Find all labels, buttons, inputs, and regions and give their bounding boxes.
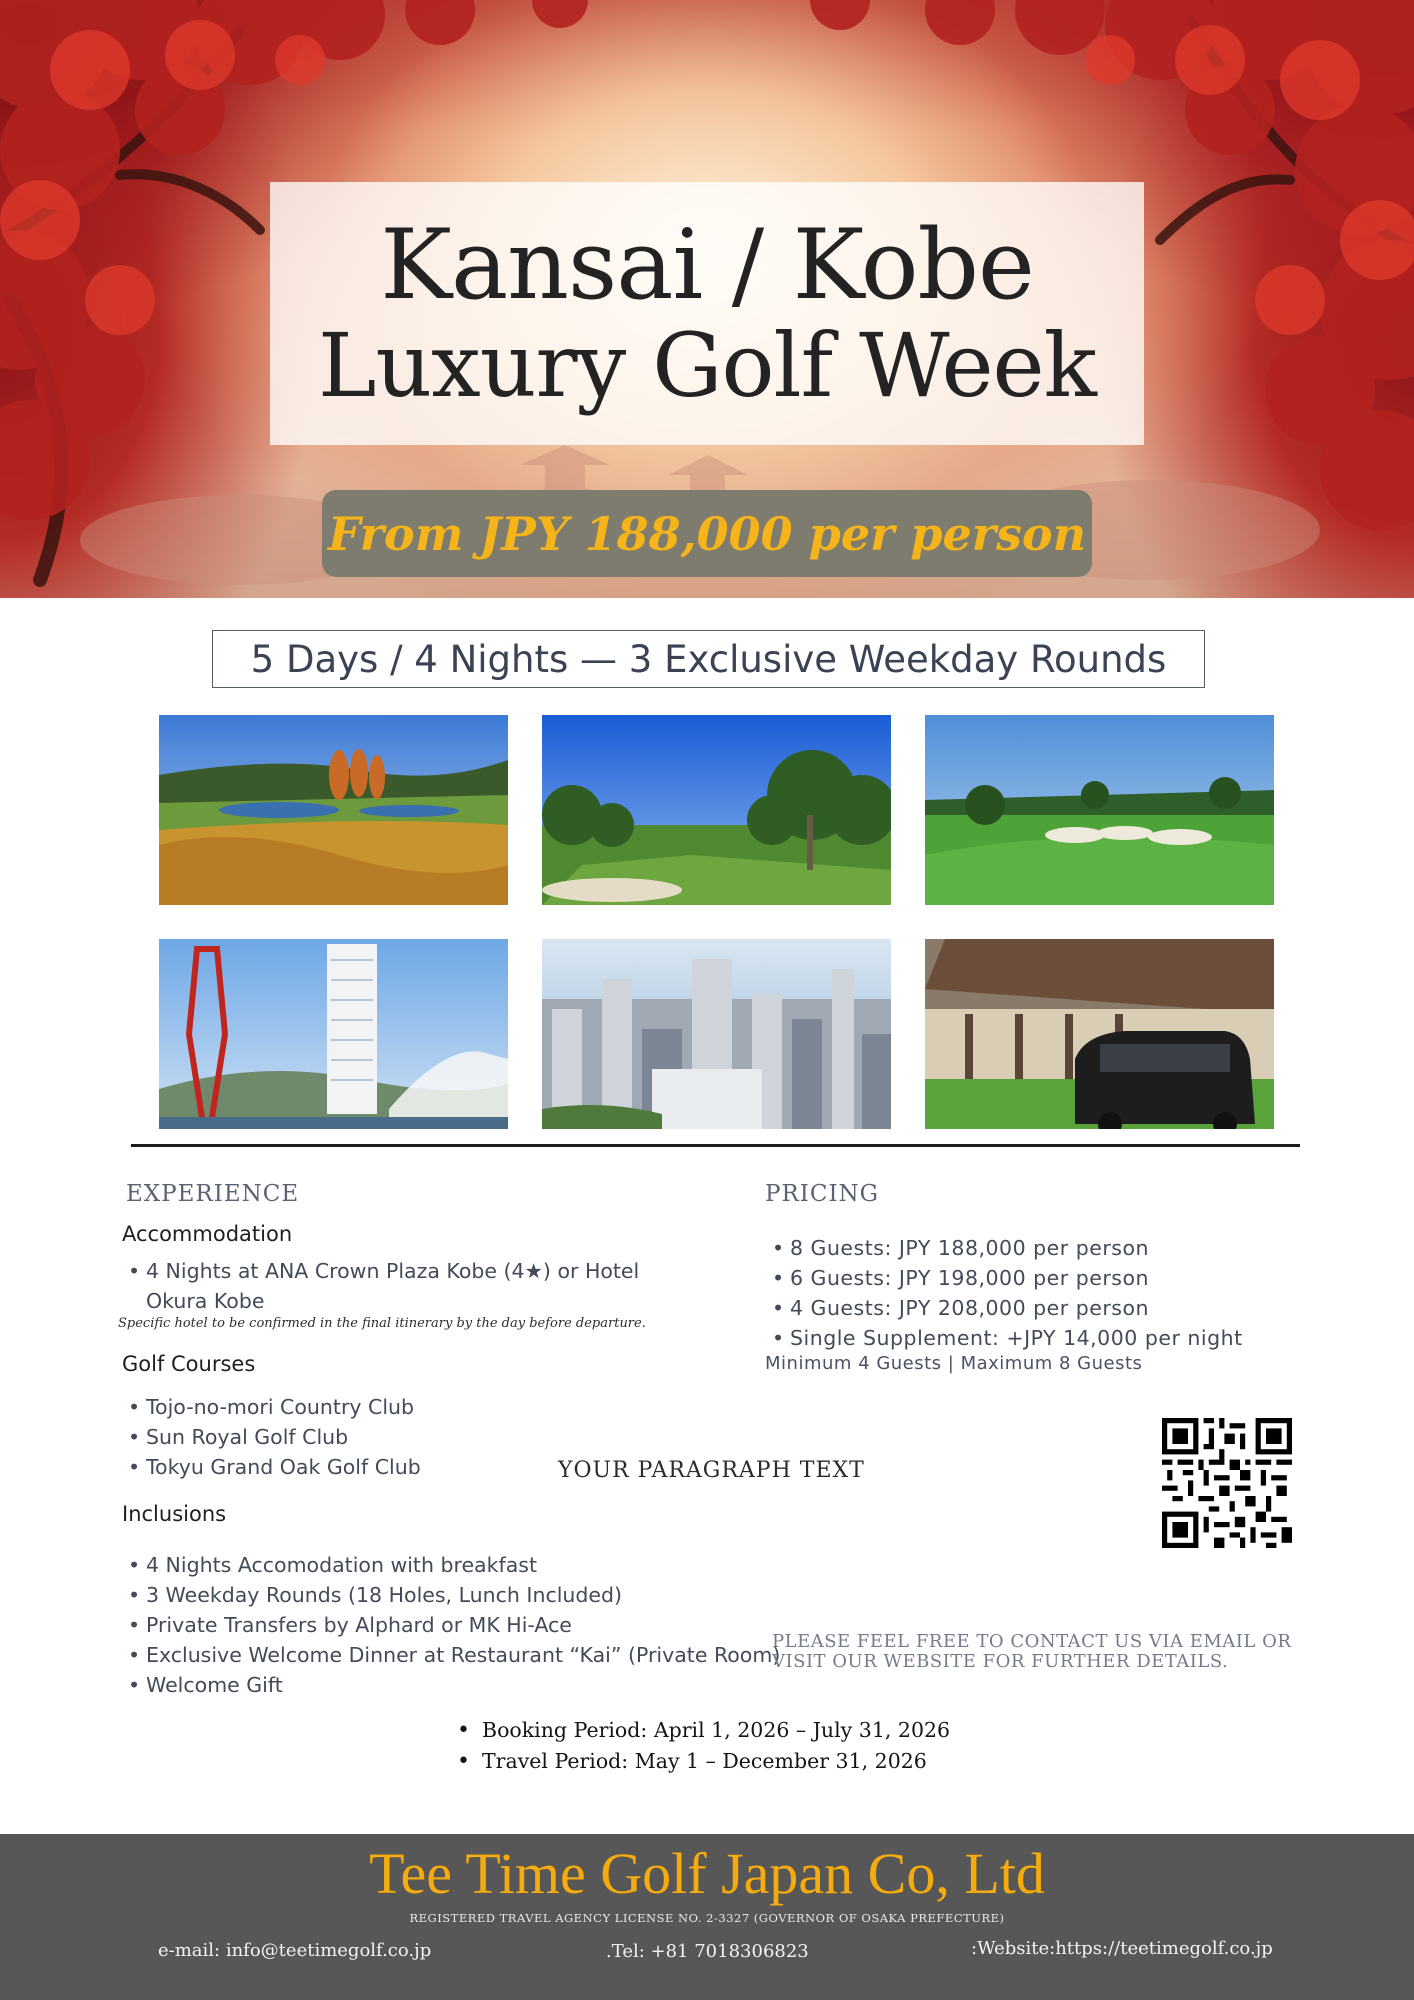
- email-link[interactable]: e-mail: info@teetimegolf.co.jp: [158, 1940, 432, 1961]
- price-banner-text: From JPY 188,000 per person: [327, 506, 1087, 561]
- list-item: • Tokyu Grand Oak Golf Club: [124, 1452, 421, 1482]
- hero-banner: [0, 0, 1414, 598]
- page-title: Kansai / Kobe: [380, 209, 1034, 322]
- kobe-city-photo: [542, 939, 891, 1129]
- list-item: • 4 Nights Accomodation with breakfast: [124, 1550, 780, 1580]
- pricing-list: [768, 1233, 1243, 1353]
- list-item: • Welcome Gift: [124, 1670, 780, 1700]
- phone-link[interactable]: .Tel: +81 7018306823: [606, 1941, 809, 1962]
- list-item: • 6 Guests: JPY 198,000 per person: [768, 1263, 1243, 1293]
- contact-note: PLEASE FEEL FREE TO CONTACT US VIA EMAIL OR VISIT OUR WEBSITE FOR FURTHER DETAILS.: [772, 1631, 1292, 1672]
- kobe-port-tower-photo: [159, 939, 508, 1129]
- paragraph-placeholder: YOUR PARAGRAPH TEXT: [558, 1458, 865, 1483]
- accommodation-note: Specific hotel to be confirmed in the final itinerary by the day before departure.: [118, 1316, 646, 1331]
- booking-period: • Booking Period: April 1, 2026 – July 31, 2026: [455, 1715, 950, 1746]
- title-panel: [270, 182, 1144, 445]
- golf-courses-list: [124, 1392, 421, 1482]
- travel-period: • Travel Period: May 1 – December 31, 2026: [455, 1746, 950, 1777]
- duration-text: 5 Days / 4 Nights — 3 Exclusive Weekday Rounds: [250, 637, 1167, 681]
- list-item: • 4 Nights at ANA Crown Plaza Kobe (4★) or Hotel Okura Kobe: [124, 1256, 684, 1316]
- company-name: Tee Time Golf Japan Co, Ltd: [369, 1841, 1045, 1906]
- list-item: • Sun Royal Golf Club: [124, 1422, 421, 1452]
- guest-limits: Minimum 4 Guests | Maximum 8 Guests: [765, 1353, 1143, 1374]
- duration-box: [212, 630, 1205, 688]
- list-item: • Single Supplement: +JPY 14,000 per night: [768, 1323, 1243, 1353]
- page-subtitle: Luxury Golf Week: [318, 313, 1096, 417]
- list-item: • Exclusive Welcome Dinner at Restaurant “Kai” (Private Room): [124, 1640, 780, 1670]
- golf-bunker-photo: [925, 715, 1274, 905]
- list-item: • 8 Guests: JPY 188,000 per person: [768, 1233, 1243, 1263]
- website-link[interactable]: :Website:https://teetimegolf.co.jp: [971, 1938, 1273, 1959]
- period-list: [455, 1715, 950, 1777]
- list-item: • Private Transfers by Alphard or MK Hi-Ace: [124, 1610, 780, 1640]
- pricing-heading: PRICING: [765, 1181, 880, 1207]
- list-item: • 4 Guests: JPY 208,000 per person: [768, 1293, 1243, 1323]
- list-item: • Tojo-no-mori Country Club: [124, 1392, 421, 1422]
- inclusions-list: [124, 1550, 780, 1700]
- accommodation-heading: Accommodation: [122, 1222, 293, 1246]
- section-divider: [131, 1144, 1300, 1147]
- list-item: • 3 Weekday Rounds (18 Holes, Lunch Included): [124, 1580, 780, 1610]
- experience-heading: EXPERIENCE: [126, 1181, 300, 1207]
- license-text: REGISTERED TRAVEL AGENCY LICENSE NO. 2-3327 (GOVERNOR OF OSAKA PREFECTURE): [409, 1911, 1005, 1925]
- golf-courses-heading: Golf Courses: [122, 1352, 256, 1376]
- accommodation-list: [124, 1256, 684, 1316]
- inclusions-heading: Inclusions: [122, 1502, 227, 1526]
- golf-fairway-photo: [542, 715, 891, 905]
- clubhouse-van-photo: [925, 939, 1274, 1129]
- qr-code-icon[interactable]: [1162, 1418, 1292, 1548]
- golf-course-photo: [159, 715, 508, 905]
- price-banner: [322, 490, 1092, 577]
